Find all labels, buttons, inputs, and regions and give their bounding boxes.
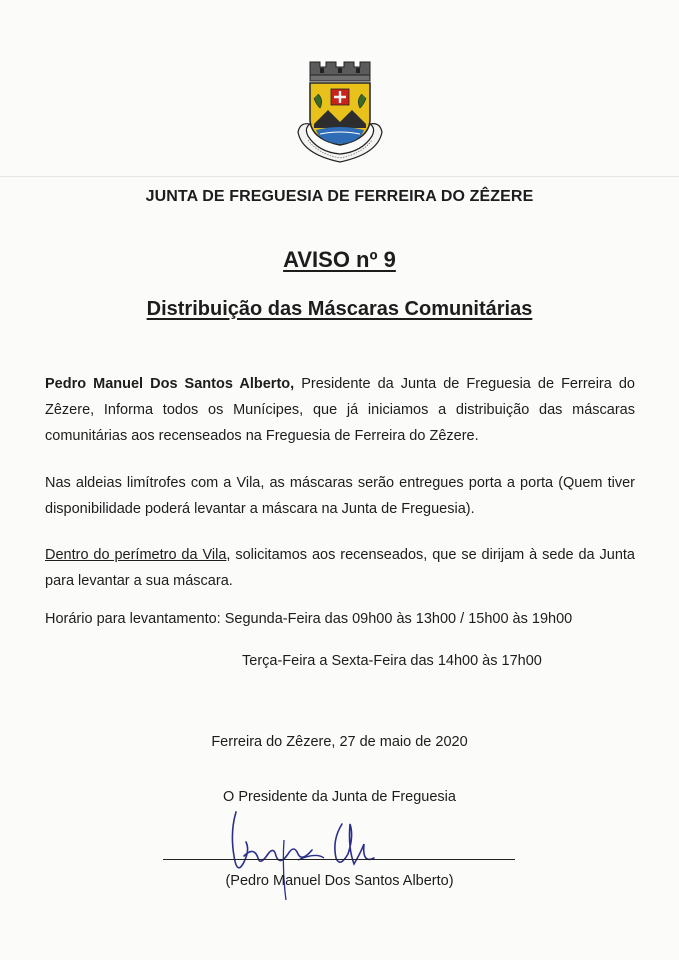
paragraph-villages: Nas aldeias limítrofes com a Vila, as máscaras serão entregues porta a porta (Quem tiver disponibilidade poderá levantar a máscara na Junta de Freguesia). (45, 475, 635, 517)
handwritten-signature-icon (218, 810, 398, 910)
notice-number-text: AVISO nº 9 (283, 247, 396, 272)
town-perimeter-text: Dentro do perímetro da Vila (45, 547, 227, 563)
signatory-name: (Pedro Manuel Dos Santos Alberto) (225, 873, 454, 889)
organization-heading: JUNTA DE FREGUESIA DE FERREIRA DO ZÊZERE (145, 188, 534, 205)
president-name: Pedro Manuel Dos Santos Alberto, (45, 376, 295, 392)
coat-of-arms-icon (292, 58, 388, 166)
signature-line (163, 859, 515, 860)
notice-subject (0, 298, 679, 321)
paragraph-intro (45, 371, 635, 449)
notice-number (0, 247, 679, 273)
notice-subject-text: Distribuição das Máscaras Comunitárias (146, 298, 533, 320)
paragraph-town (45, 542, 635, 594)
fold-line (0, 176, 679, 177)
place-date: Ferreira do Zêzere, 27 de maio de 2020 (211, 734, 468, 750)
schedule-tue-fri: Terça-Feira a Sexta-Feira das 14h00 às 17h00 (242, 653, 542, 669)
paragraph-town-text: , solicitamos aos recenseados, que se dirijam à sede da Junta para levantar a sua máscara. (45, 547, 635, 589)
schedule-monday: Horário para levantamento: Segunda-Feira das 09h00 às 13h00 / 15h00 às 19h00 (45, 611, 573, 627)
signatory-title: O Presidente da Junta de Freguesia (223, 789, 456, 805)
paragraph-intro-text: Presidente da Junta de Freguesia de Ferreira do Zêzere, Informa todos os Munícipes, que já iniciamos a distribuição das máscaras comunitárias aos recenseados na Freguesia de Ferreira do Zêzere. (45, 376, 635, 444)
